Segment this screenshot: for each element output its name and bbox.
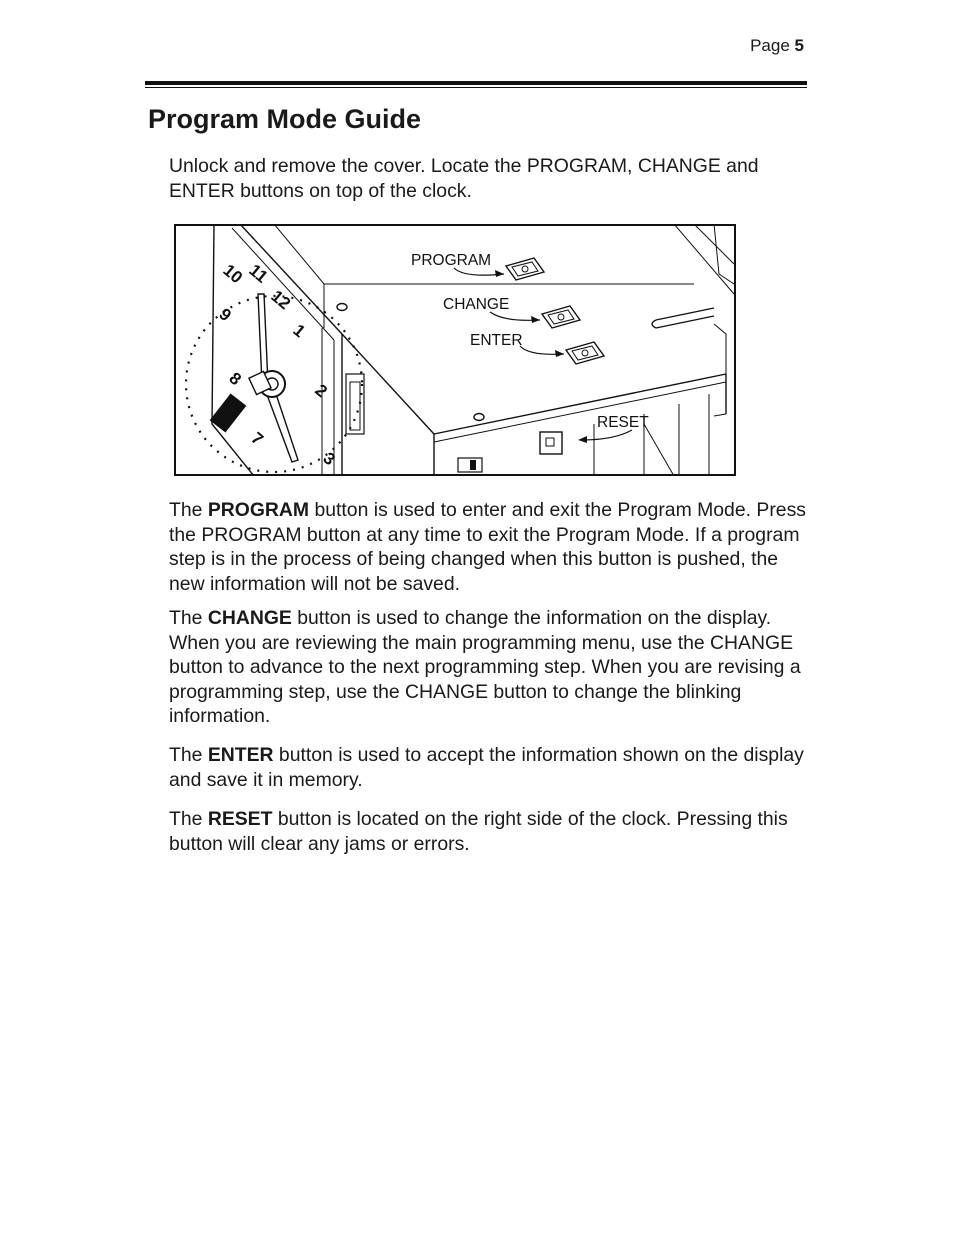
- change-paragraph: [169, 606, 809, 729]
- dial-number: 3: [319, 448, 339, 470]
- dial-number: 7: [247, 428, 267, 450]
- header-rule-thick: [145, 81, 807, 85]
- intro-paragraph: Unlock and remove the cover. Locate the PROGRAM, CHANGE and ENTER buttons on top of the clock.: [169, 155, 759, 202]
- reset-term: RESET: [207, 808, 273, 830]
- dial-number: 8: [225, 368, 245, 390]
- change-text: button is used to change the information on the display. When you are reviewing the main programming menu, use the CHANGE button to advance to the next programming step. When you are revising a programming step, use the CHANGE button to change the blinking information.: [169, 607, 801, 727]
- change-lead: The: [169, 607, 203, 629]
- enter-text: button is used to accept the information shown on the display and save it in memory.: [169, 744, 804, 791]
- header-rule-thin: [145, 87, 807, 88]
- page-label: Page: [750, 36, 790, 55]
- dial-number: 2: [311, 380, 331, 402]
- reset-label: RESET: [597, 414, 649, 431]
- change-term: CHANGE: [207, 607, 292, 629]
- page-number: [750, 36, 804, 56]
- enter-lead: The: [169, 744, 203, 766]
- dial-number: 11: [245, 260, 272, 287]
- program-paragraph: [169, 498, 809, 596]
- dial-number: 9: [215, 304, 235, 326]
- dial-number: 12: [267, 286, 295, 314]
- page-title: Program Mode Guide: [148, 104, 422, 134]
- enter-paragraph: [169, 743, 809, 792]
- program-lead: The: [169, 499, 203, 521]
- program-text: button is used to enter and exit the Program Mode. Press the PROGRAM button at any time to exit the Program Mode. If a program step is in the process of being changed when this button is pushed, the new information will not be saved.: [169, 499, 806, 595]
- dial-number: 10: [219, 260, 247, 288]
- program-term: PROGRAM: [207, 499, 310, 521]
- program-label: PROGRAM: [411, 252, 492, 269]
- reset-paragraph: [169, 807, 809, 856]
- reset-text: button is located on the right side of the clock. Pressing this button will clear any jams or errors.: [169, 808, 788, 855]
- change-label: CHANGE: [443, 296, 510, 313]
- clock-top-illustration: [174, 224, 736, 476]
- dial-number: 1: [289, 320, 309, 342]
- enter-label: ENTER: [470, 332, 523, 349]
- page-number-value: 5: [794, 36, 804, 55]
- enter-term: ENTER: [207, 744, 274, 766]
- reset-lead: The: [169, 808, 203, 830]
